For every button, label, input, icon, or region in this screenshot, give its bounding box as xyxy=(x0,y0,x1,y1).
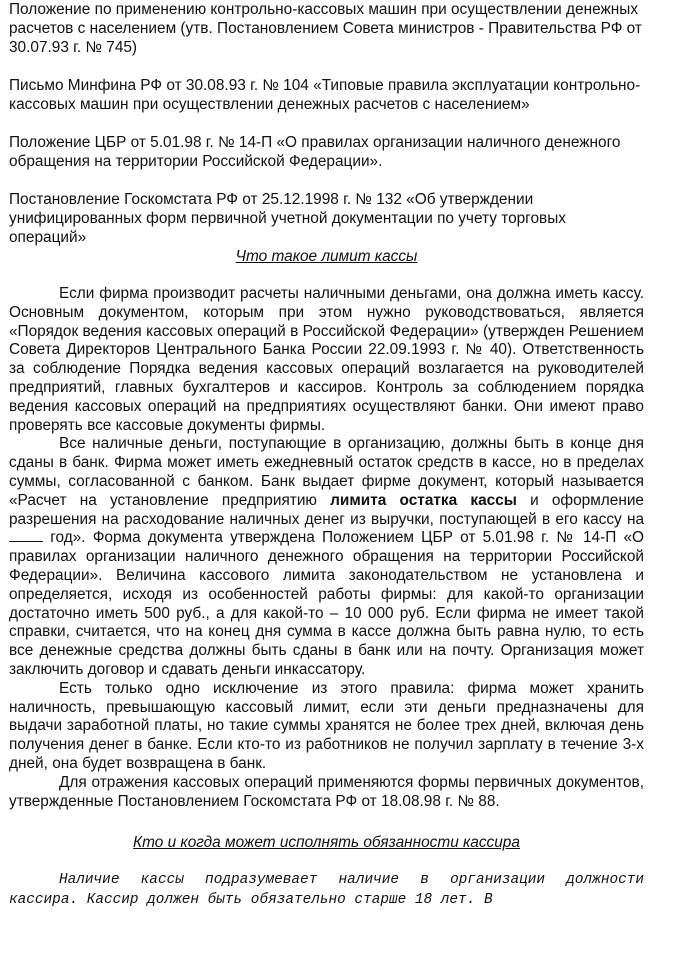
source-reference-2: Письмо Минфина РФ от 30.08.93 г. № 104 «Типовые правила эксплуатации контрольно-кассовых машин при осуществлении денежных расчетов с населением» xyxy=(9,77,641,113)
year-blank-line xyxy=(9,529,43,542)
paragraph-cash-limit-text-3: год». Форма документа утверждена Положением ЦБР от 5.01.98 г. № 14-П «О правилах организации наличного денежного обращения на территории Российской Федерации». Величина кассового лимита законодательством не установлена и определяется, исходя из особенностей работы фирмы: для какой-то организации достаточно иметь 500 руб., а для какой-то – 10 000 руб. Если фирма не имеет такой справки, считается, что на конец дня сумма в кассе должна быть равна нулю, то есть все денежные средства должны быть сданы в банк или на почту. Организация может заключить договор и сдавать деньги инкассатору. xyxy=(9,529,644,678)
section-heading-cash-limit: Что такое лимит кассы xyxy=(235,248,418,265)
paragraph-cash-limit-text-1: Все наличные деньги, поступающие в организацию, должны быть в конце дня сданы в банк. Фирма может иметь ежедневный остаток средств в кассе, но в пределах суммы, согласованной с банком. Банк выдает фирме документ, который называется «Расчет на установление предприятию xyxy=(9,435,644,509)
source-reference-3: Положение ЦБР от 5.01.98 г. № 14-П «О правилах организации наличного денежного обращения на территории Российской Федерации». xyxy=(9,134,621,170)
paragraph-exception: Есть только одно исключение из этого правила: фирма может хранить наличность, превышающую кассовый лимит, если эти деньги предназначены для выдачи заработной платы, но такие суммы хранятся не более трех дней, включая день получения денег в банке. Если кто-то из работников не получил зарплату в течение 3-х дней, она будет возвращена в банк. xyxy=(9,679,644,772)
source-reference-4: Постановление Госкомстата РФ от 25.12.1998 г. № 132 «Об утверждении унифицированных форм первичной учетной документации по учету торговых операций» xyxy=(9,191,566,246)
paragraph-cash-desk: Если фирма производит расчеты наличными деньгами, она должна иметь кассу. Основным документом, которым при этом нужно руководствоваться, является «Порядок ведения кассовых операций в Российской Федерации» (утвержден Решением Совета Директоров Центрального Банка России 22.09.1993 г. № 40). Ответственность за соблюдение Порядка ведения кассовых операций возлагается на руководителей предприятий, главных бухгалтеров и кассиров. Контроль за соблюдением порядка ведения кассовых операций на предприятиях осуществляют банки. Они имеют право проверять все кассовые документы фирмы. xyxy=(9,285,644,434)
section-heading-cashier-duties: Кто и когда может исполнять обязанности кассира xyxy=(133,834,520,852)
paragraph-cash-limit xyxy=(9,435,644,679)
source-reference-1: Положение по применению контрольно-кассовых машин при осуществлении денежных расчетов с населением (утв. Постановлением Совета министров - Правительства РФ от 30.07.93 г. № 745) xyxy=(9,1,642,56)
paragraph-cash-limit-text-2: и оформление разрешения на расходование наличных денег из выручки, поступающей в его кассу на xyxy=(9,491,644,528)
paragraph-cashier: Наличие кассы подразумевает наличие в организации должности кассира. Кассир должен быть обязательно старше 18 лет. В xyxy=(9,872,644,909)
paragraph-forms: Для отражения кассовых операций применяются формы первичных документов, утвержденные Постановлением Госкомстата РФ от 18.08.98 г. № 88. xyxy=(9,773,644,810)
cash-limit-bold-term: лимита остатка кассы xyxy=(330,491,517,509)
